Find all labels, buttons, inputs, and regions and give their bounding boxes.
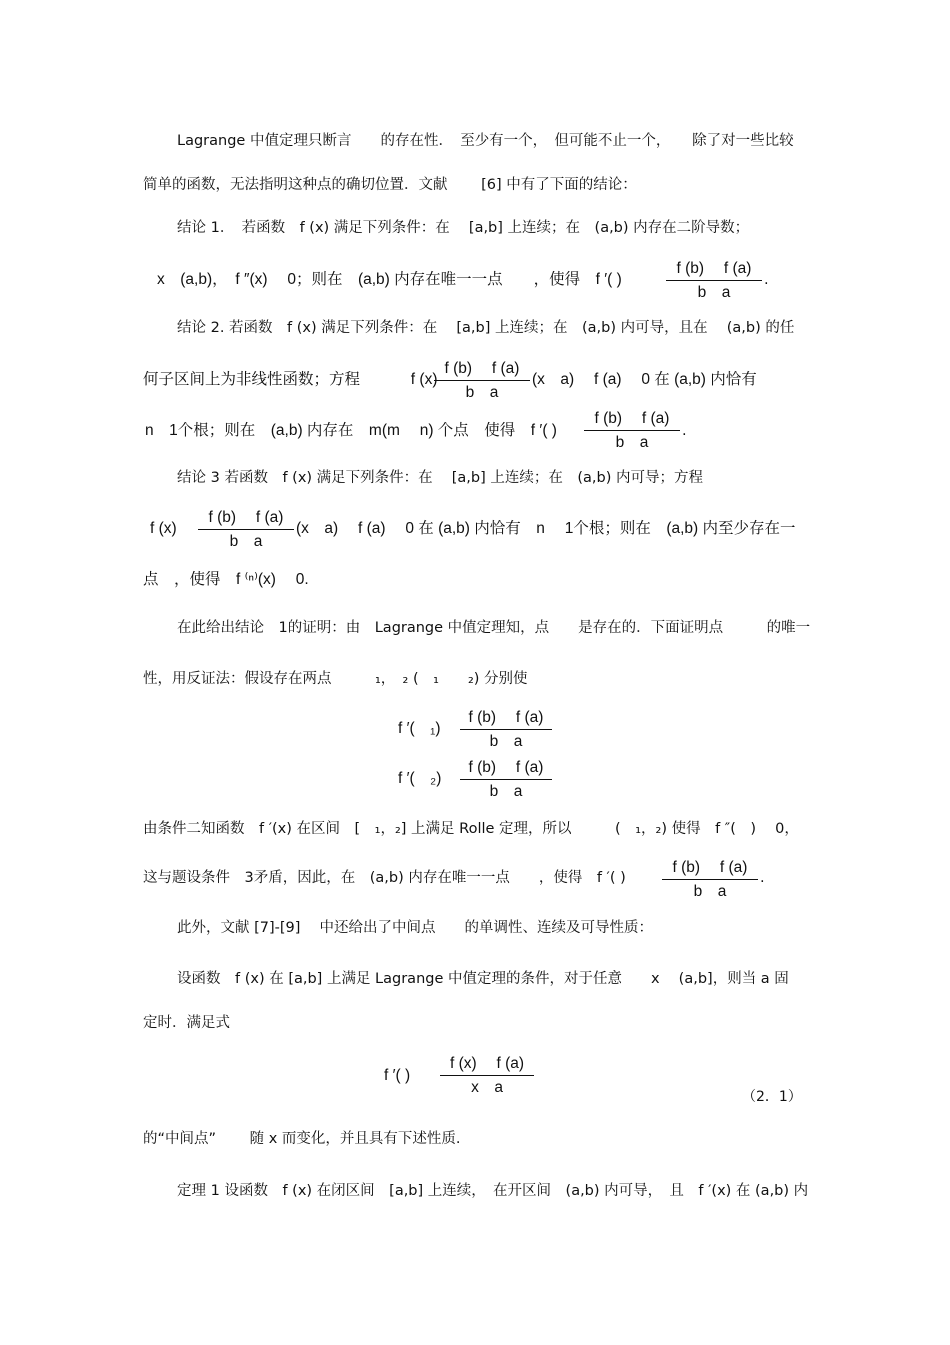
fraction-denominator: x a	[471, 1079, 503, 1096]
fraction-denominator: b a	[489, 733, 523, 750]
fraction-denominator: b a	[693, 883, 727, 900]
fraction-denominator: b a	[697, 284, 731, 301]
proof-line: 性，用反证法：假设存在两点 ₁， ₂ ( ₁ ₂) 分别使	[143, 671, 528, 687]
conclusion-2-line: 结论 2. 若函数 f (x) 满足下列条件：在 [a,b] 上连续；在 (a,b) 内可导，且在 (a,b) 的任	[177, 320, 795, 336]
fraction-numerator: f (b) f (a)	[460, 707, 552, 730]
period: .	[760, 870, 765, 886]
conclusion-2-line: 何子区间上为非线性函数；方程 f (x)	[143, 371, 438, 388]
fraction-denominator: b a	[229, 533, 263, 550]
proof-line: 这与题设条件 3矛盾，因此，在 (a,b) 内存在唯一一点 ，使得 f ′( )	[143, 870, 626, 886]
conclusion-3-line: 结论 3 若函数 f (x) 满足下列条件：在 [a,b] 上连续；在 (a,b) 内可导；方程	[177, 470, 704, 486]
fraction-numerator: f (b) f (a)	[662, 857, 758, 880]
fraction	[434, 358, 530, 405]
fraction-denominator: b a	[489, 783, 523, 800]
conclusion-3-line: (x a) f (a) 0 在 (a,b) 内恰有 n 1个根；则在 (a,b) 内至少存在一	[296, 520, 796, 537]
conclusion-2-line: n 1个根；则在 (a,b) 内存在 m(m n) 个点 使得 f ′( )	[145, 422, 557, 439]
fraction	[440, 1053, 534, 1100]
conclusion-1-line: x (a,b)， f ″(x) 0；则在 (a,b) 内存在唯一一点 ，使得 f ′( )	[157, 271, 622, 288]
fraction-numerator: f (b) f (a)	[198, 507, 294, 530]
fraction-numerator: f (b) f (a)	[584, 408, 680, 431]
theorem-line: 定理 1 设函数 f (x) 在闭区间 [a,b] 上连续， 在开区间 (a,b) 内可导， 且 f ′(x) 在 (a,b) 内	[177, 1183, 809, 1199]
equation-number: （2．1）	[742, 1089, 802, 1105]
period: .	[682, 423, 687, 439]
paragraph-line: 简单的函数，无法指明这种点的确切位置．文献 [6] 中有了下面的结论：	[143, 177, 637, 193]
conclusion-2-line: (x a) f (a) 0 在 (a,b) 内恰有	[532, 371, 757, 388]
fraction-numerator: f (b) f (a)	[666, 258, 762, 281]
proof-line: 由条件二知函数 f ′(x) 在区间 [ ₁，₂] 上满足 Rolle 定理，所以 ( ₁，₂) 使得 f ″( ) 0，	[143, 821, 799, 837]
conclusion-1-line: 结论 1． 若函数 f (x) 满足下列条件：在 [a,b] 上连续；在 (a,b) 内存在二阶导数；	[177, 220, 750, 236]
paragraph-line: Lagrange 中值定理只断言 的存在性． 至少有一个， 但可能不止一个， 除了对一些比较	[177, 133, 794, 149]
display-equation-lhs: f ′( ₁)	[398, 720, 441, 737]
conclusion-3-line: 点 ，使得 f ⁽ⁿ⁾(x) 0.	[143, 571, 309, 588]
conclusion-3-line: f (x)	[150, 520, 177, 537]
fraction	[460, 757, 552, 804]
fraction	[584, 408, 680, 455]
paragraph-line: 的“中间点” 随 x 而变化，并且具有下述性质.	[143, 1131, 461, 1147]
paragraph-line: 设函数 f (x) 在 [a,b] 上满足 Lagrange 中值定理的条件，对于任意 x (a,b]，则当 a 固	[177, 971, 789, 987]
fraction	[198, 507, 294, 554]
fraction-denominator: b a	[615, 434, 649, 451]
fraction	[460, 707, 552, 754]
fraction-denominator: b a	[465, 384, 499, 401]
fraction-numerator: f (b) f (a)	[460, 757, 552, 780]
paragraph-line: 定时．满足式	[143, 1015, 230, 1031]
display-equation-lhs: f ′( )	[384, 1067, 411, 1084]
paragraph-line: 此外，文献 [7]-[9] 中还给出了中间点 的单调性、连续及可导性质：	[177, 920, 654, 936]
fraction-numerator: f (x) f (a)	[440, 1053, 534, 1076]
fraction	[662, 857, 758, 904]
display-equation-lhs: f ′( ₂)	[398, 770, 442, 787]
period: .	[764, 272, 769, 288]
fraction-numerator: f (b) f (a)	[434, 358, 530, 381]
proof-line: 在此给出结论 1的证明：由 Lagrange 中值定理知，点 是存在的．下面证明点 的唯一	[177, 620, 811, 636]
fraction	[666, 258, 762, 305]
